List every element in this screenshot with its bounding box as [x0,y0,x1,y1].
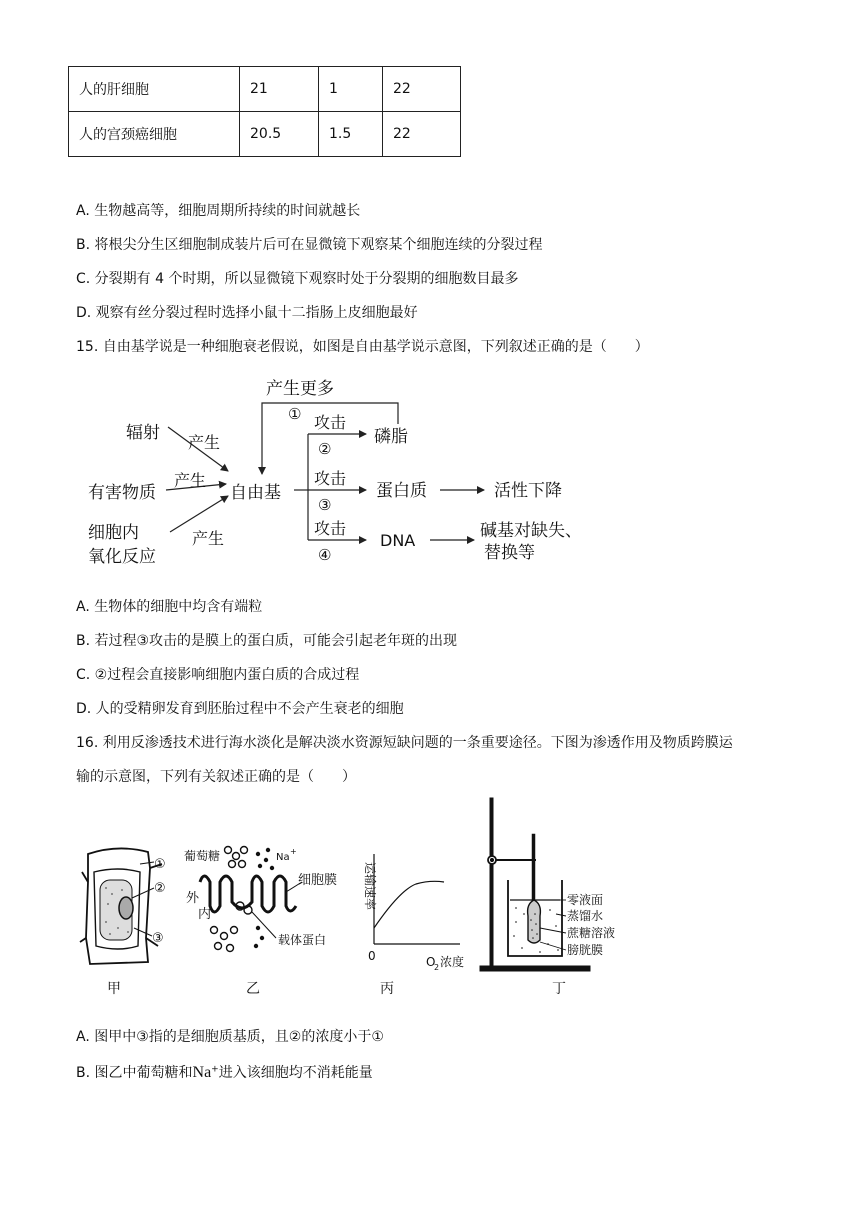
q16-option-b [76,1062,373,1082]
label-attack-1: 攻击 [314,413,347,432]
q14-option-c: C. 分裂期有 4 个时期，所以显微镜下观察时处于分裂期的细胞数目最多 [76,271,519,287]
jia-marker-1: ① [154,857,166,872]
target-protein: 蛋白质 [376,481,427,501]
label-produce-1: 产生 [188,433,221,452]
label-attack-2: 攻击 [314,469,347,488]
q16-option-b-suffix: 进入该细胞均不消耗能量 [218,1065,373,1081]
ding-sucrose-solution: 蔗糖溶液 [567,926,616,940]
marker-2: ② [318,440,332,458]
ding-bladder-membrane: 膀胱膜 [567,943,604,957]
q16-option-b-na: Na [192,1064,212,1081]
table-cell: 1.5 [319,112,383,157]
ding-zero-level: 零液面 [567,893,604,907]
source-cell-inner: 细胞内 [88,523,139,543]
q16-option-a: A. 图甲中③指的是细胞质基质，且②的浓度小于① [76,1029,384,1045]
yi-glucose: 葡萄糖 [184,849,221,863]
bing-ylabel: 运输速率 [363,862,377,911]
yi-outside: 外 [186,891,200,906]
q15-stem: 15. 自由基学说是一种细胞衰老假说，如图是自由基学说示意图，下列叙述正确的是（ ） [76,339,649,355]
q14-option-a: A. 生物越高等，细胞周期所持续的时间就越长 [76,203,361,219]
free-radical-diagram [80,372,600,572]
marker-4: ④ [318,546,332,564]
q14-option-b: B. 将根尖分生区细胞制成装片后可在显微镜下观察某个细胞连续的分裂过程 [76,237,543,253]
source-radiation: 辐射 [126,423,160,443]
figure-ding-label: 丁 [552,981,566,997]
marker-3: ③ [318,496,332,514]
yi-carrier: 载体蛋白 [278,933,327,947]
table-cell: 21 [240,67,319,112]
jia-marker-2: ② [154,881,166,896]
table-cell: 人的宫颈癌细胞 [69,112,240,157]
bing-o2-sub: 2 [434,963,440,972]
jia-marker-3: ③ [152,931,164,946]
q16-option-b-plus: + [211,1064,219,1075]
figure-bing-label: 丙 [380,981,394,997]
target-phospholipid: 磷脂 [374,427,408,447]
figure-ding-apparatus [478,796,648,976]
yi-inside: 内 [198,907,212,922]
result-base-pair-loss: 碱基对缺失、 [480,521,582,541]
q14-option-d: D. 观察有丝分裂过程时选择小鼠十二指肠上皮细胞最好 [76,305,418,321]
table-cell: 20.5 [240,112,319,157]
q16-stem-line1: 16. 利用反渗透技术进行海水淡化是解决淡水资源短缺问题的一条重要途径。下图为渗透作用及物质跨膜运 [76,735,733,751]
figure-jia-label: 甲 [107,981,121,997]
yi-na-plus: + [290,847,297,856]
q15-option-b: B. 若过程③攻击的是膜上的蛋白质，可能会引起老年斑的出现 [76,633,458,649]
table-cell: 22 [383,112,461,157]
ding-distilled-water: 蒸馏水 [567,909,604,923]
bing-xlabel: 浓度 [440,955,465,969]
result-activity-decline: 活性下降 [494,481,562,501]
cell-cycle-table [68,66,461,157]
yi-na: Na [276,852,290,863]
label-produce-3: 产生 [192,529,225,548]
q16-option-b-prefix: B. 图乙中葡萄糖和 [76,1065,193,1081]
target-dna: DNA [380,531,416,550]
marker-1: ① [288,405,302,423]
q15-option-a: A. 生物体的细胞中均含有端粒 [76,599,263,615]
label-produce-2: 产生 [174,471,207,490]
table-cell: 1 [319,67,383,112]
center-free-radical: 自由基 [230,483,281,503]
figure-yi-membrane [178,842,348,962]
table-cell: 22 [383,67,461,112]
figure-bing-graph [350,842,470,974]
q15-option-c: C. ②过程会直接影响细胞内蛋白质的合成过程 [76,667,360,683]
source-harmful-substance: 有害物质 [88,483,156,503]
label-attack-3: 攻击 [314,519,347,538]
result-substitution: 替换等 [484,543,535,563]
bing-o2: O [426,955,436,969]
figure-yi-label: 乙 [246,981,260,997]
bing-origin: 0 [368,949,376,963]
q16-stem-line2: 输的示意图，下列有关叙述正确的是（ ） [76,769,356,785]
table-row [69,67,461,112]
q15-option-d: D. 人的受精卵发育到胚胎过程中不会产生衰老的细胞 [76,701,404,717]
source-oxidation: 氧化反应 [88,547,156,567]
figure-jia-plant-cell [78,842,178,982]
yi-membrane: 细胞膜 [298,873,338,888]
table-row [69,112,461,157]
table-cell: 人的肝细胞 [69,67,240,112]
label-produce-more: 产生更多 [266,379,334,399]
